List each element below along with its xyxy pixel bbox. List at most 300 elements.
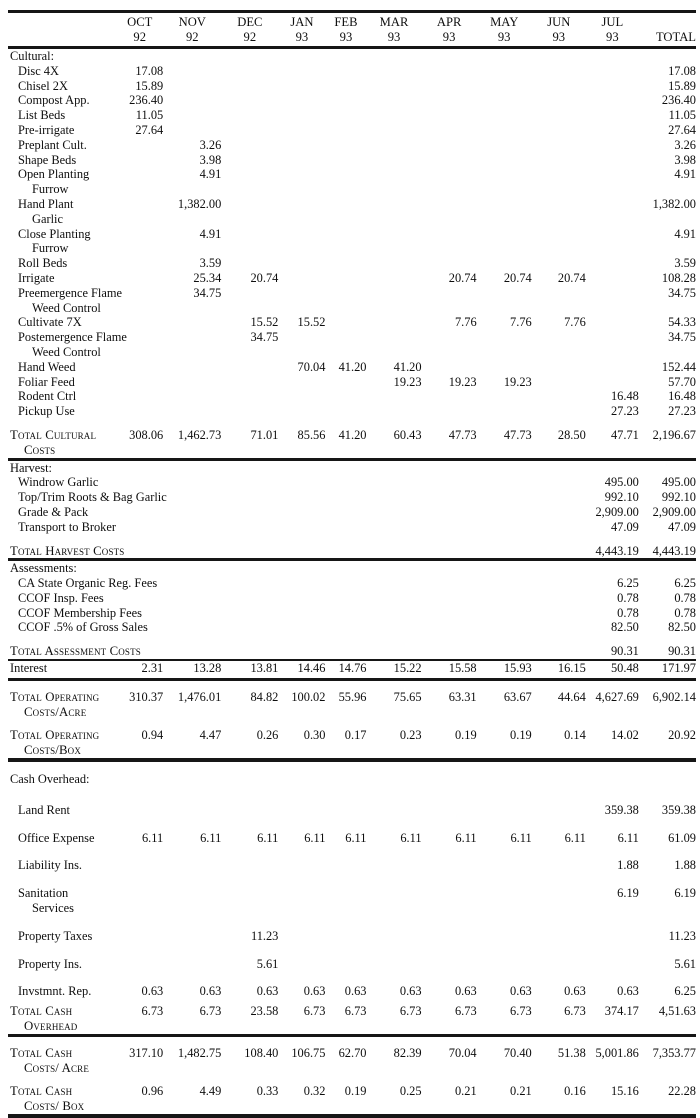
cell-value: 0.21 (454, 1084, 477, 1099)
cell-value (116, 560, 163, 576)
section-row (8, 560, 696, 576)
cell-value: 1,476.01 (163, 679, 221, 719)
cell-value: 63.31 (422, 679, 477, 719)
cell-value (163, 490, 221, 505)
cell-value: 0.19 (344, 1084, 367, 1099)
row-label-line1: Land Rent (18, 802, 70, 817)
cell-value: 1,462.73 (177, 427, 222, 442)
cell-value (366, 286, 421, 316)
cell-value: 15.58 (422, 660, 477, 679)
row-label-line1: Rodent Ctrl (18, 389, 77, 404)
row-label-line2: Overhead (24, 1019, 78, 1034)
cell-value (221, 197, 278, 227)
cell-value (163, 944, 221, 972)
cell-value (163, 475, 221, 490)
cell-value: 85.56 (297, 427, 326, 442)
cell-value: 495.00 (604, 475, 639, 490)
cell-value (422, 505, 477, 520)
cell-value (477, 123, 532, 138)
total-row (8, 1075, 696, 1116)
cell-value: 20.74 (448, 270, 477, 285)
cell-value (116, 360, 163, 375)
cell-value (586, 330, 639, 360)
row-label-line1: Total Cash (10, 1084, 73, 1099)
cell-value (325, 404, 366, 419)
cell-value (366, 123, 421, 138)
row-label (8, 620, 148, 635)
cell-value: 0.78 (617, 590, 639, 605)
cell-value: 27.23 (668, 404, 696, 419)
cell-value (477, 591, 532, 606)
row-label-line1: Open Planting (18, 167, 90, 182)
cell-value (163, 916, 221, 944)
cell-value (221, 576, 278, 591)
cell-value (477, 79, 532, 94)
item-row (8, 389, 696, 404)
cell-value (422, 108, 477, 123)
cell-value (586, 315, 639, 330)
cell-value (325, 167, 366, 197)
row-label-line1: Preplant Cult. (18, 137, 87, 152)
cell-value: 6.19 (617, 886, 639, 901)
item-row (8, 475, 696, 490)
cell-value (477, 760, 532, 790)
cell-value: 6.11 (617, 830, 639, 845)
cell-value: 34.75 (668, 285, 696, 300)
cell-value (586, 108, 639, 123)
cell-value (477, 389, 532, 404)
cell-value: 25.34 (193, 270, 222, 285)
cell-value (221, 375, 278, 390)
cell-value (366, 48, 421, 64)
cell-value (586, 271, 639, 286)
cell-value (422, 591, 477, 606)
cell-value (278, 505, 325, 520)
cell-value: 27.64 (135, 122, 164, 137)
cell-value: 3.26 (199, 137, 222, 152)
row-label-line1: Transport to Broker (18, 519, 116, 534)
cell-value (163, 606, 221, 621)
cell-value: 0.78 (674, 590, 696, 605)
row-label (8, 360, 116, 375)
cell-value (278, 873, 325, 916)
row-label-line1: Cash Overhead: (10, 772, 90, 787)
cell-value (366, 845, 421, 873)
row-label (8, 271, 116, 286)
cell-value: 20.92 (668, 728, 696, 743)
column-month-label: MAY (490, 15, 519, 29)
cell-value (325, 535, 366, 560)
cell-value (366, 760, 421, 790)
cell-value (586, 79, 639, 94)
cell-value (532, 153, 586, 168)
column-year-label: 93 (552, 29, 566, 44)
cell-value: 6.19 (674, 886, 696, 901)
row-label (8, 1035, 116, 1075)
cell-value (116, 916, 163, 944)
cell-value (366, 256, 421, 271)
cell-value (477, 48, 532, 64)
cell-value: 14.02 (610, 728, 639, 743)
cell-value: 106.75 (278, 1035, 325, 1075)
cell-value (325, 490, 366, 505)
item-row (8, 123, 696, 138)
cell-value (532, 286, 586, 316)
cell-value (325, 389, 366, 404)
cell-value (116, 475, 163, 490)
cell-value (116, 286, 163, 316)
cell-value (116, 227, 163, 257)
item-row (8, 404, 696, 419)
cell-value (163, 459, 221, 475)
cell-value (278, 845, 325, 873)
section-row (8, 760, 696, 790)
cell-value (639, 459, 696, 475)
cell-value (116, 760, 163, 790)
column-header-apr (422, 12, 477, 48)
cell-value (116, 520, 163, 535)
cell-value: 2.31 (116, 660, 163, 679)
total-row (8, 635, 696, 660)
cell-value (163, 360, 221, 375)
cell-value (586, 760, 639, 790)
cell-value (325, 138, 366, 153)
row-label (8, 591, 116, 606)
cell-value (221, 227, 278, 257)
row-label-line1: Total Operating (10, 689, 100, 704)
cell-value (477, 197, 532, 227)
cell-value: 359.38 (661, 802, 696, 817)
item-row (8, 944, 696, 972)
row-label-line2: Costs/ Box (24, 1099, 85, 1114)
cell-value (532, 576, 586, 591)
row-label-line1: Shape Beds (18, 152, 77, 167)
cell-value (278, 490, 325, 505)
row-label-line1: Disc 4X (18, 63, 59, 78)
cell-value (532, 505, 586, 520)
row-label-line1: Hand Weed (18, 359, 76, 374)
row-label-line2: Costs/Acre (24, 704, 87, 719)
column-header-oct (116, 12, 163, 48)
cell-value (325, 944, 366, 972)
cell-value: 1,482.75 (163, 1035, 221, 1075)
cell-value (477, 560, 532, 576)
cell-value: 0.63 (199, 984, 222, 999)
row-label (8, 375, 116, 390)
cell-value: 359.38 (604, 802, 639, 817)
cell-value: 47.09 (610, 519, 639, 534)
cell-value: 19.23 (448, 374, 477, 389)
column-header-jan (278, 12, 325, 48)
cell-value (422, 475, 477, 490)
cell-value: 374.17 (604, 1004, 639, 1019)
cell-value (532, 459, 586, 475)
cell-value (163, 760, 221, 790)
cell-value: 41.20 (393, 359, 422, 374)
cell-value (366, 790, 421, 818)
cell-value: 6.11 (345, 830, 367, 845)
cell-value (221, 286, 278, 316)
row-label (8, 256, 116, 271)
cell-value (639, 760, 696, 790)
cell-value (325, 286, 366, 316)
cell-value: 90.31 (610, 644, 639, 659)
cell-value: 17.08 (135, 63, 164, 78)
cell-value: 20.74 (503, 270, 532, 285)
cell-value (366, 79, 421, 94)
cell-value: 0.14 (564, 728, 586, 743)
cell-value (422, 520, 477, 535)
row-label-line2: Garlic (32, 211, 63, 226)
row-label-line1: Chisel 2X (18, 78, 68, 93)
cell-value: 23.58 (250, 1004, 279, 1019)
cell-value: 6.11 (564, 830, 586, 845)
cell-value (163, 93, 221, 108)
column-year-label: 93 (387, 29, 401, 44)
row-label-line1: Close Planting (18, 226, 91, 241)
corner-cell (8, 12, 116, 48)
cell-value (325, 64, 366, 79)
section-row (8, 48, 696, 64)
row-label (8, 520, 116, 535)
cell-value (532, 48, 586, 64)
row-label (8, 475, 116, 490)
total-row (8, 419, 696, 459)
cell-value: 41.20 (338, 359, 367, 374)
cell-value (116, 256, 163, 271)
row-label (8, 660, 116, 679)
cell-value: 2,909.00 (595, 504, 639, 519)
cell-value (163, 620, 221, 635)
cell-value (422, 760, 477, 790)
cell-value (366, 606, 421, 621)
cell-value (532, 620, 586, 635)
cell-value (366, 138, 421, 153)
cell-value (586, 560, 639, 576)
row-label (8, 818, 116, 846)
cell-value (586, 227, 639, 257)
cell-value: 5,001.86 (586, 1035, 639, 1075)
cell-value: 16.48 (668, 389, 696, 404)
row-label (8, 719, 116, 760)
cell-value (477, 167, 532, 197)
item-row (8, 818, 696, 846)
row-label-line1: Harvest: (10, 460, 52, 475)
cell-value: 17.08 (668, 63, 696, 78)
row-label (8, 285, 123, 316)
row-label (8, 576, 158, 591)
cell-value: 0.25 (399, 1084, 422, 1099)
row-label (8, 635, 141, 660)
cell-value (221, 620, 278, 635)
item-row (8, 606, 696, 621)
cell-value: 6,902.14 (639, 679, 696, 719)
row-label (8, 790, 116, 818)
cell-value (278, 635, 325, 660)
cell-value: 84.82 (221, 679, 278, 719)
row-label-line1: Postemergence Flame (18, 330, 127, 345)
header-row (8, 12, 696, 48)
column-year-label: 93 (442, 29, 456, 44)
cell-value (422, 330, 477, 360)
cell-value (477, 576, 532, 591)
cell-value: 495.00 (661, 475, 696, 490)
cell-value (325, 790, 366, 818)
cell-value: 0.94 (141, 728, 164, 743)
cell-value (422, 606, 477, 621)
cell-value (325, 591, 366, 606)
cell-value: 47.73 (503, 427, 532, 442)
cell-value: 1,382.00 (177, 196, 222, 211)
item-row (8, 271, 696, 286)
cell-value (532, 916, 586, 944)
cell-value (422, 490, 477, 505)
cell-value: 317.10 (116, 1035, 163, 1075)
cell-value (586, 64, 639, 79)
cell-value (325, 606, 366, 621)
cell-value (278, 916, 325, 944)
cell-value (163, 48, 221, 64)
cell-value (477, 108, 532, 123)
cell-value (116, 790, 163, 818)
cell-value: 108.40 (221, 1035, 278, 1075)
cell-value (221, 475, 278, 490)
row-label (8, 999, 116, 1035)
row-label-line2: Services (32, 901, 74, 916)
column-month-label: JUN (547, 15, 571, 29)
row-label-line1: Pickup Use (18, 404, 75, 419)
column-year-label: 93 (295, 29, 309, 44)
cell-value: 14.76 (325, 660, 366, 679)
cell-value (116, 389, 163, 404)
row-label (8, 873, 116, 916)
cell-value: 11.23 (668, 928, 696, 943)
cell-value (586, 360, 639, 375)
row-label (8, 389, 116, 404)
row-label-line2: Furrow (32, 182, 69, 197)
cell-value (278, 256, 325, 271)
cell-value (532, 197, 586, 227)
cell-value (422, 167, 477, 197)
cell-value (422, 227, 477, 257)
cell-value: 0.96 (141, 1084, 164, 1099)
cell-value: 4.91 (199, 167, 222, 182)
cell-value (278, 459, 325, 475)
cell-value (163, 635, 221, 660)
cell-value (366, 620, 421, 635)
item-row (8, 227, 696, 257)
cell-value: 11.23 (250, 928, 279, 943)
cell-value: 6.11 (510, 830, 532, 845)
cell-value (422, 535, 477, 560)
cell-value: 28.50 (557, 427, 586, 442)
cell-value (325, 635, 366, 660)
row-label-line1: Property Taxes (18, 928, 93, 943)
cell-value (278, 404, 325, 419)
cell-value: 2,196.67 (652, 427, 696, 442)
cell-value (163, 389, 221, 404)
cell-value (532, 256, 586, 271)
cell-value: 4,51.63 (658, 1004, 696, 1019)
cell-value (221, 389, 278, 404)
cell-value: 3.98 (199, 152, 222, 167)
cell-value: 152.44 (661, 359, 696, 374)
cell-value: 3.59 (674, 256, 696, 271)
cell-value (586, 153, 639, 168)
cell-value (163, 845, 221, 873)
row-label (8, 971, 116, 999)
row-label (8, 459, 116, 475)
cell-value (477, 404, 532, 419)
row-label (8, 845, 116, 873)
cell-value (422, 845, 477, 873)
cell-value: 11.05 (135, 108, 164, 123)
cell-value (366, 271, 421, 286)
cell-value (532, 635, 586, 660)
row-label-line1: List Beds (18, 108, 66, 123)
cell-value: 6.73 (344, 1004, 367, 1019)
cell-value (278, 389, 325, 404)
cell-value: 82.50 (668, 620, 696, 635)
cell-value (532, 64, 586, 79)
cell-value (325, 560, 366, 576)
cell-value: 0.23 (399, 728, 422, 743)
cell-value (477, 256, 532, 271)
cell-value: 108.28 (661, 270, 696, 285)
cell-value (116, 505, 163, 520)
cell-value: 4,443.19 (595, 543, 639, 558)
cell-value: 75.65 (366, 679, 421, 719)
cell-value (422, 153, 477, 168)
cell-value: 41.20 (338, 427, 367, 442)
cell-value (278, 760, 325, 790)
column-month-label: MAR (379, 15, 409, 29)
cell-value: 4.91 (674, 167, 696, 182)
cell-value (532, 944, 586, 972)
cell-value: 7.76 (454, 315, 477, 330)
column-header-dec (221, 12, 278, 48)
cell-value (325, 93, 366, 108)
cell-value: 0.30 (303, 728, 326, 743)
cell-value (532, 560, 586, 576)
cell-value (477, 520, 532, 535)
row-label-line1: Windrow Garlic (18, 475, 99, 490)
cell-value: 0.16 (564, 1084, 586, 1099)
cell-value (116, 167, 163, 197)
cell-value (532, 108, 586, 123)
row-label (8, 315, 116, 330)
cell-value (163, 505, 221, 520)
cell-value (532, 375, 586, 390)
cell-value (532, 606, 586, 621)
cell-value (325, 153, 366, 168)
cell-value (422, 389, 477, 404)
cell-value (116, 271, 163, 286)
row-label-line1: Pre-irrigate (18, 122, 75, 137)
cell-value: 236.40 (129, 93, 164, 108)
cell-value (366, 591, 421, 606)
cell-value (366, 944, 421, 972)
cell-value: 55.96 (325, 679, 366, 719)
cell-value (422, 873, 477, 916)
cell-value: 4.47 (199, 728, 222, 743)
cell-value: 0.63 (454, 984, 477, 999)
cell-value (422, 459, 477, 475)
cell-value: 6.73 (399, 1004, 422, 1019)
cell-value (163, 535, 221, 560)
cell-value (366, 197, 421, 227)
cell-value: 4.91 (199, 226, 222, 241)
